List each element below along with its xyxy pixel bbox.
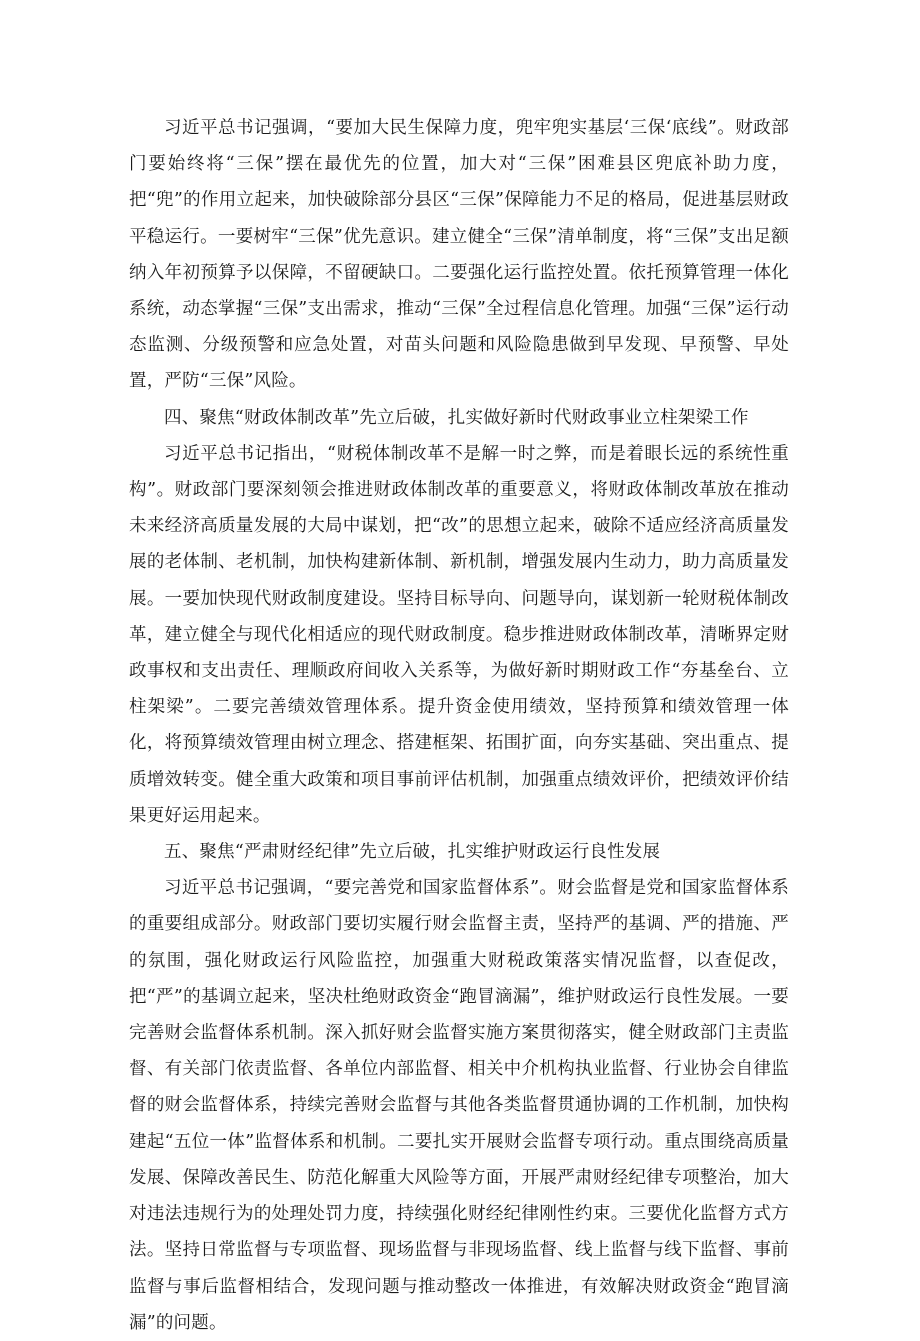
paragraph-fiscal-reform: 习近平总书记指出，“财税体制改革不是解一时之弊，而是着眼长远的系统性重构”。财政部门要深刻领会推进财政体制改革的重要意义，将财政体制改革放在推动未来经济高质量发展的大局中谋划，把“改”的思想立起来，破除不适应经济高质量发展的老体制、老机制，加快构建新体制、新机制，增强发展内生动力，助力高质量发展。一要加快现代财政制度建设。坚持目标导向、问题导向，谋划新一轮财税体制改革，建立健全与现代化相适应的现代财政制度。稳步推进财政体制改革，清晰界定财政事权和支出责任、理顺政府间收入关系等，为做好新时期财政工作“夯基垒台、立柱架梁”。二要完善绩效管理体系。提升资金使用绩效，坚持预算和绩效管理一体化，将预算绩效管理由树立理念、搭建框架、拓围扩面，向夯实基础、突出重点、提质增效转变。健全重大政策和项目事前评估机制，加强重点绩效评价，把绩效评价结果更好运用起来。: [129, 443, 789, 826]
section-heading-4: 四、聚焦“财政体制改革”先立后破，扎实做好新时代财政事业立柱架梁工作: [164, 407, 749, 428]
document-body: [129, 110, 789, 1341]
section-heading-5: 五、聚焦“严肃财经纪律”先立后破，扎实维护财政运行良性发展: [164, 842, 661, 863]
paragraph-sanbao: 习近平总书记强调，“要加大民生保障力度，兜牢兜实基层‘三保‘底线”。财政部门要始终将“三保”摆在最优先的位置，加大对“三保”困难县区兜底补助力度，把“兜”的作用立起来，加快破除部分县区“三保”保障能力不足的格局，促进基层财政平稳运行。一要树牢“三保”优先意识。建立健全“三保”清单制度，将“三保”支出足额纳入年初预算予以保障，不留硬缺口。二要强化运行监控处置。依托预算管理一体化系统，动态掌握“三保”支出需求，推动“三保”全过程信息化管理。加强“三保”运行动态监测、分级预警和应急处置，对苗头问题和风险隐患做到早发现、早预警、早处置，严防“三保”风险。: [129, 118, 789, 392]
paragraph-financial-discipline: 习近平总书记强调，“要完善党和国家监督体系”。财会监督是党和国家监督体系的重要组成部分。财政部门要切实履行财会监督主责，坚持严的基调、严的措施、严的氛围，强化财政运行风险监控，加强重大财税政策落实情况监督，以查促改，把“严”的基调立起来，坚决杜绝财政资金“跑冒滴漏”，维护财政运行良性发展。一要完善财会监督体系机制。深入抓好财会监督实施方案贯彻落实，健全财政部门主责监督、有关部门依责监督、各单位内部监督、相关中介机构执业监督、行业协会自律监督的财会监督体系，持续完善财会监督与其他各类监督贯通协调的工作机制，加快构建起“五位一体”监督体系和机制。二要扎实开展财会监督专项行动。重点围绕高质量发展、保障改善民生、防范化解重大风险等方面，开展严肃财经纪律专项整治，加大对违法违规行为的处理处罚力度，持续强化财经纪律刚性约束。三要优化监督方式方法。坚持日常监督与专项监督、现场监督与非现场监督、线上监督与线下监督、事前监督与事后监督相结合，发现问题与推动整改一体推进，有效解决财政资金“跑冒滴漏”的问题。: [129, 878, 789, 1333]
